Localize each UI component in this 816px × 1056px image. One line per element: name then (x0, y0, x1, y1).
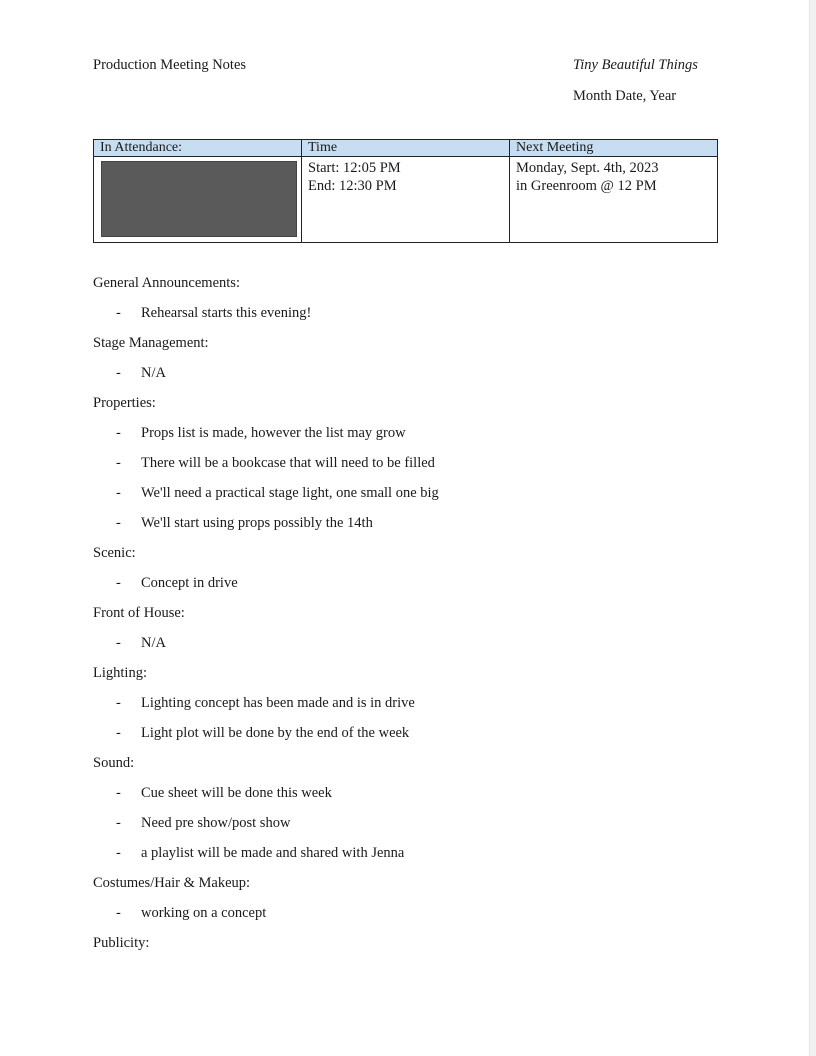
list-item (93, 364, 733, 382)
list-item (93, 844, 733, 862)
list-item-text: We'll need a practical stage light, one small one big (141, 485, 439, 501)
list-item-text: Cue sheet will be done this week (141, 785, 332, 801)
bullet-dash: - (116, 785, 121, 801)
end-time: End: 12:30 PM (308, 178, 397, 194)
list-item-text: working on a concept (141, 905, 267, 921)
bullet-dash: - (116, 845, 121, 861)
list-item-text: Concept in drive (141, 575, 238, 591)
bullet-dash: - (116, 425, 121, 441)
list-item (93, 574, 733, 592)
bullet-dash: - (116, 455, 121, 471)
list-item-text: Need pre show/post show (141, 815, 291, 831)
list-item-text: Light plot will be done by the end of the week (141, 725, 410, 741)
section-title: General Announcements: (93, 275, 240, 291)
list-item-text: a playlist will be made and shared with Jenna (141, 845, 405, 861)
meeting-date: Month Date, Year (573, 88, 677, 104)
next-meeting-location: in Greenroom @ 12 PM (516, 178, 657, 194)
bullet-dash: - (116, 365, 121, 381)
list-item (93, 304, 733, 322)
section-title: Publicity: (93, 935, 150, 951)
attendance-header: In Attendance: (94, 140, 302, 157)
bullet-dash: - (116, 575, 121, 591)
bullet-dash: - (116, 695, 121, 711)
section-title: Front of House: (93, 605, 185, 621)
list-item-text: We'll start using props possibly the 14th (141, 515, 373, 531)
bullet-dash: - (116, 725, 121, 741)
list-item-text: N/A (141, 365, 166, 381)
next-meeting-date: Monday, Sept. 4th, 2023 (516, 160, 659, 176)
section-title: Lighting: (93, 665, 147, 681)
list-item (93, 904, 733, 922)
list-item (93, 814, 733, 832)
time-cell (302, 157, 510, 243)
list-item (93, 514, 733, 532)
start-time: Start: 12:05 PM (308, 160, 401, 176)
list-item-text: There will be a bookcase that will need to be filled (141, 455, 435, 471)
show-title: Tiny Beautiful Things (573, 57, 698, 73)
list-item (93, 424, 733, 442)
bullet-dash: - (116, 815, 121, 831)
bullet-dash: - (116, 305, 121, 321)
next-meeting-header: Next Meeting (510, 140, 718, 157)
attendance-cell (94, 157, 302, 243)
redacted-block (101, 161, 297, 237)
list-item (93, 724, 733, 742)
bullet-dash: - (116, 905, 121, 921)
page-edge (809, 0, 816, 1056)
list-item (93, 784, 733, 802)
list-item (93, 694, 733, 712)
list-item-text: Rehearsal starts this evening! (141, 305, 312, 321)
list-item (93, 484, 733, 502)
list-item (93, 454, 733, 472)
section-title: Sound: (93, 755, 135, 771)
list-item (93, 634, 733, 652)
list-item-text: Props list is made, however the list may grow (141, 425, 406, 441)
list-item-text: Lighting concept has been made and is in drive (141, 695, 415, 711)
document-heading: Production Meeting Notes (93, 57, 247, 73)
section-title: Costumes/Hair & Makeup: (93, 875, 251, 891)
list-item-text: N/A (141, 635, 166, 651)
notes-sections (93, 274, 733, 964)
section-title: Scenic: (93, 545, 136, 561)
section-title: Stage Management: (93, 335, 209, 351)
next-meeting-cell (510, 157, 718, 243)
bullet-dash: - (116, 515, 121, 531)
section-title: Properties: (93, 395, 156, 411)
meeting-info-table (93, 139, 718, 243)
bullet-dash: - (116, 485, 121, 501)
time-header: Time (302, 140, 510, 157)
bullet-dash: - (116, 635, 121, 651)
